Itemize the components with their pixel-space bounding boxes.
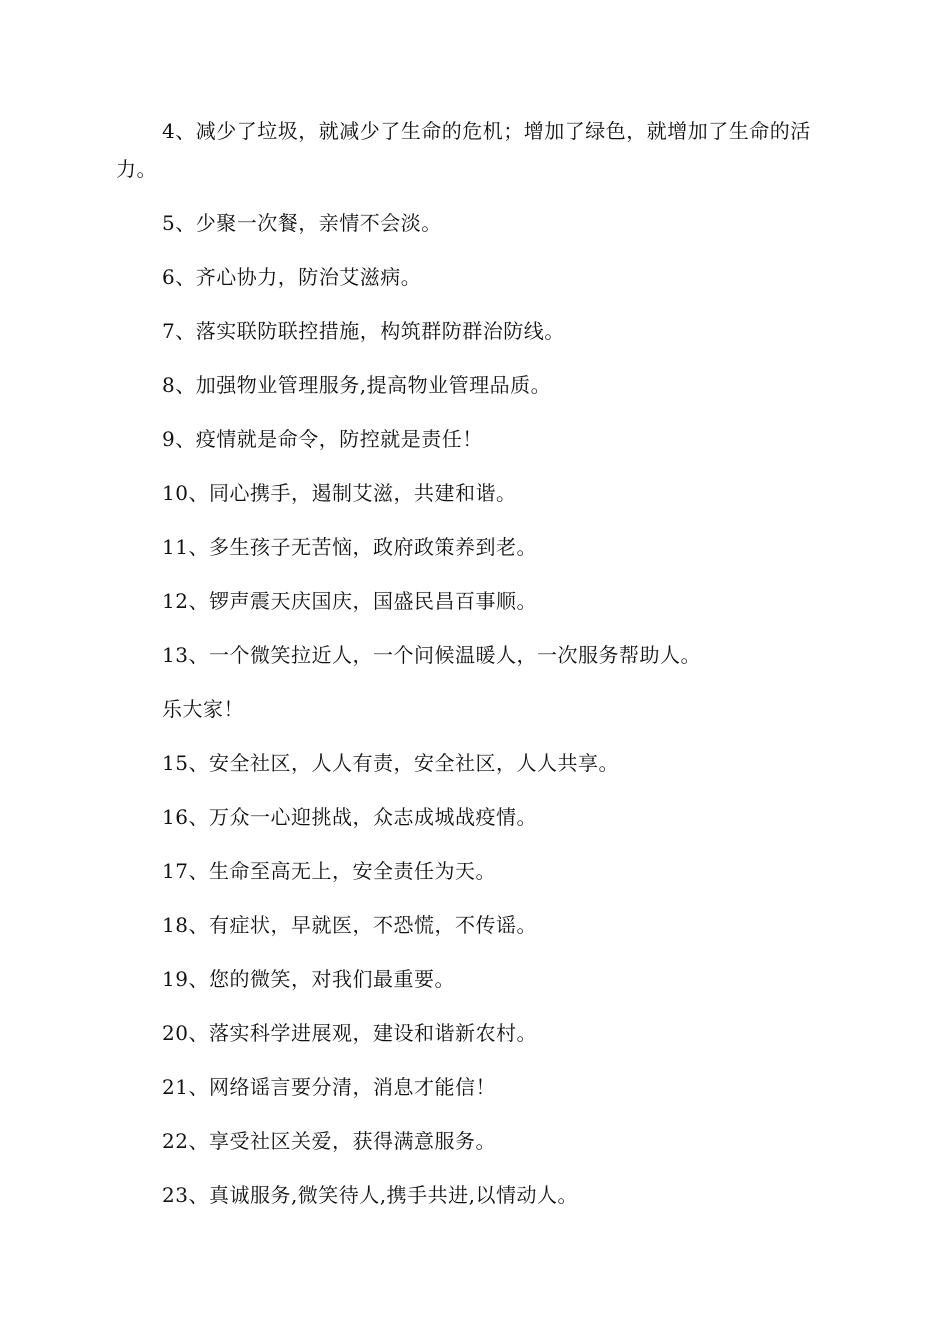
list-item: 20、落实科学进展观，建设和谐新农村。: [162, 1021, 537, 1045]
list-item: 9、疫情就是命令，防控就是责任！: [162, 427, 483, 451]
list-item: 6、齐心协力，防治艾滋病。: [162, 265, 422, 289]
list-item: 4、减少了垃圾，就减少了生命的危机；增加了绿色，就增加了生命的活力。: [116, 119, 811, 181]
document-body: [116, 112, 836, 1230]
list-item: 13、一个微笑拉近人，一个问候温暖人，一次服务帮助人。: [162, 643, 701, 667]
list-item: 23、真诚服务,微笑待人,携手共进,以情动人。: [162, 1183, 579, 1207]
list-item: 8、加强物业管理服务,提高物业管理品质。: [162, 373, 552, 397]
list-item: 5、少聚一次餐，亲情不会淡。: [162, 211, 442, 235]
list-item: 10、同心携手，遏制艾滋，共建和谐。: [162, 481, 517, 505]
list-item: 12、锣声震天庆国庆，国盛民昌百事顺。: [162, 589, 537, 613]
list-item: 19、您的微笑，对我们最重要。: [162, 967, 455, 991]
list-item: 乐大家！: [162, 697, 244, 721]
list-item: 7、落实联防联控措施，构筑群防群治防线。: [162, 319, 565, 343]
list-item: 11、多生孩子无苦恼，政府政策养到老。: [162, 535, 537, 559]
list-item: 21、网络谣言要分清，消息才能信！: [162, 1075, 496, 1099]
list-item: 17、生命至高无上，安全责任为天。: [162, 859, 496, 883]
list-item: 18、有症状，早就医，不恐慌，不传谣。: [162, 913, 537, 937]
list-item: 15、安全社区，人人有责，安全社区，人人共享。: [162, 751, 619, 775]
list-item: 22、享受社区关爱，获得满意服务。: [162, 1129, 496, 1153]
list-item: 16、万众一心迎挑战，众志成城战疫情。: [162, 805, 537, 829]
